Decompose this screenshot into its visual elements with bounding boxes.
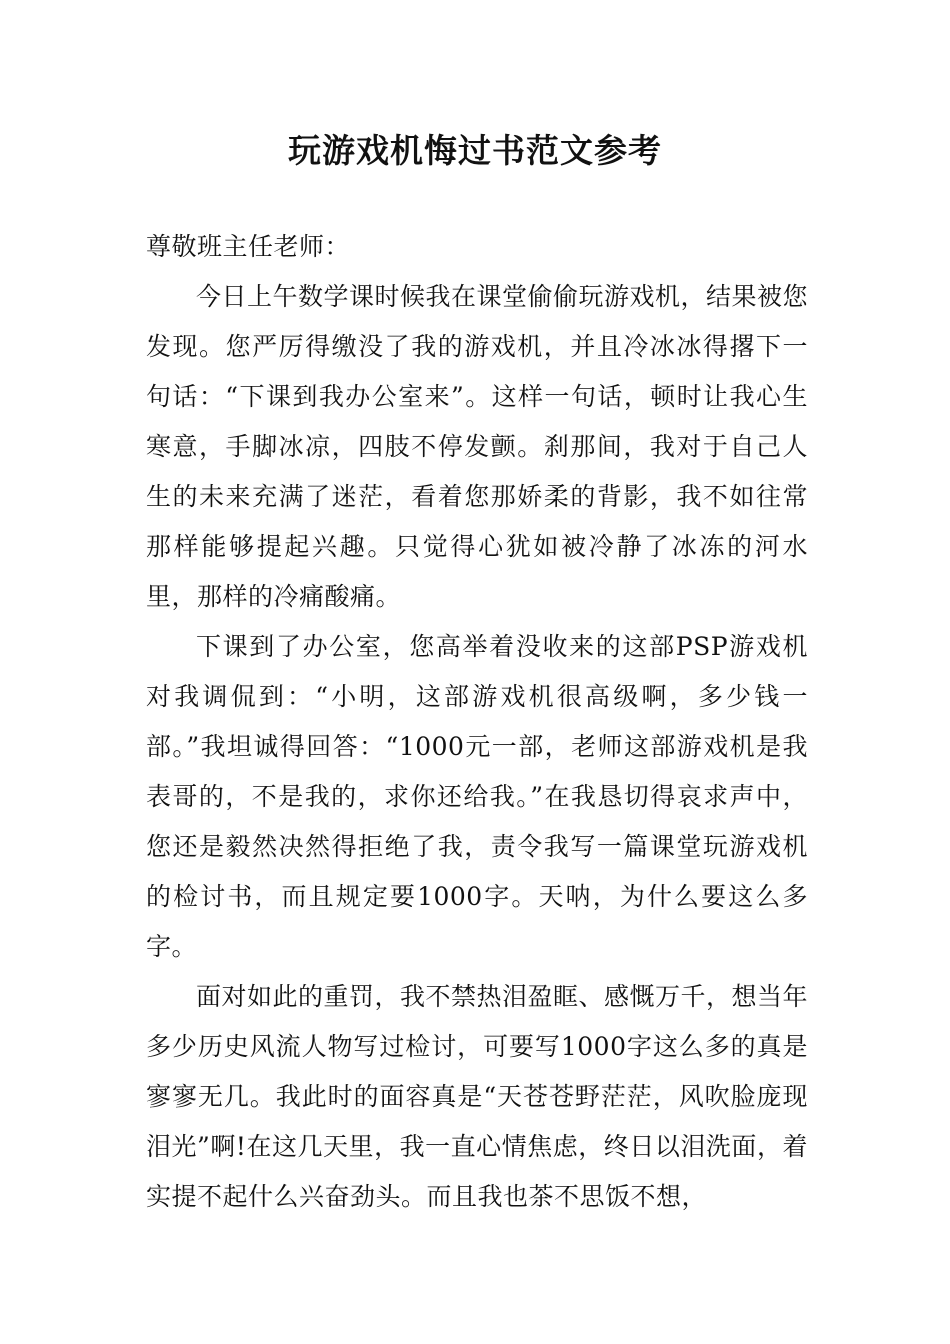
paragraph-2: 下课到了办公室，您高举着没收来的这部PSP游戏机对我调侃到：“小明，这部游戏机很高级啊，多少钱一部。”我坦诚得回答：“1000元一部，老师这部游戏机是我表哥的，不是我的，求你还给我。”在我恳切得哀求声中，您还是毅然决然得拒绝了我，责令我写一篇课堂玩游戏机的检讨书，而且规定要1000字。天呐，为什么要这么多字。	[146, 632, 808, 961]
paragraph-1: 今日上午数学课时候我在课堂偷偷玩游戏机，结果被您发现。您严厉得缴没了我的游戏机，并且冷冰冰得撂下一句话：“下课到我办公室来”。这样一句话，顿时让我心生寒意，手脚冰凉，四肢不停发颤。刹那间，我对于自己人生的未来充满了迷茫，看着您那娇柔的背影，我不如往常那样能够提起兴趣。只觉得心犹如被冷静了冰冻的河水里，那样的冷痛酸痛。	[146, 282, 809, 611]
document-title: 玩游戏机悔过书范文参考	[288, 131, 662, 170]
document-body	[146, 272, 808, 1222]
paragraph-3: 面对如此的重罚，我不禁热泪盈眶、感慨万千，想当年多少历史风流人物写过检讨，可要写1000字这么多的真是寥寥无几。我此时的面容真是“天苍苍野茫茫，风吹脸庞现泪光”啊!在这几天里，我一直心情焦虑，终日以泪洗面，着实提不起什么兴奋劲头。而且我也茶不思饭不想，	[146, 982, 809, 1211]
salutation: 尊敬班主任老师：	[146, 232, 351, 261]
